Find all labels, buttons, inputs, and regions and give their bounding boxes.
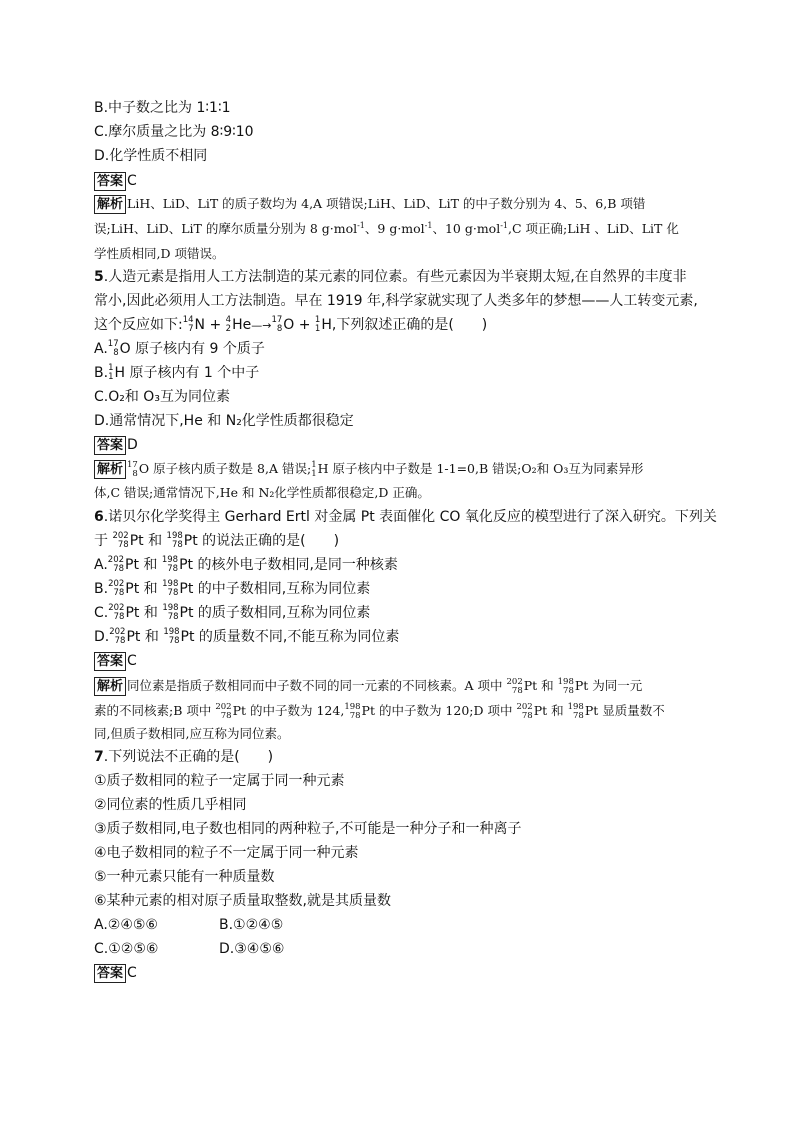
q4-explanation-line-2: 误;LiH、LiD、LiT 的摩尔质量分别为 8 g·mol$^{-1}$、9 g·mol$^{-1}$、10 g·mol$^{-1}$,C 项正确;LiH 、LiD、LiT 化 [94,220,679,236]
q5-answer [94,434,138,456]
q7-option-a: A.②④⑤⑥ [94,917,158,933]
q7-statement-6: ⑥某种元素的相对原子质量取整数,就是其质量数 [94,893,391,909]
explanation-tag: 解析 [94,677,126,696]
q5-stem-line-2: 常小,因此必须用人工方法制造。早在 1919 年,科学家就实现了人类多年的梦想——人工转变元素, [94,293,698,309]
answer-tag: 答案 [94,964,126,983]
reaction-arrow: —→ [251,319,272,332]
q4-option-b: B.中子数之比为 1∶1∶1 [94,100,231,116]
answer-value: C [127,173,137,189]
q4-answer [94,170,137,192]
q6-option-c: C. 202 78 Pt 和 198 78 Pt 的质子数相同,互称为同位素 [94,603,371,622]
q7-statement-5: ⑤一种元素只能有一种质量数 [94,869,275,885]
q6-stem-line-2: 于 202 78 Pt 和 198 78 Pt 的说法正确的是( ) [94,531,340,550]
q5-explanation-line-1: 解析 17 8 O 原子核内质子数是 8,A 错误; 1 1 H 原子核内中子数是 1-1=0,B 错误;O₂和 O₃互为同素异形 [94,458,643,480]
nitrogen-isotope: 14 7 [182,315,194,334]
q5-option-b: B. 1 1 H 原子核内有 1 个中子 [94,363,260,382]
answer-value: C [127,965,137,981]
q7-answer [94,962,137,984]
answer-tag: 答案 [94,436,126,455]
answer-value: D [127,437,138,453]
helium-isotope: 4 2 [225,315,232,334]
answer-tag: 答案 [94,652,126,671]
q7-statement-4: ④电子数相同的粒子不一定属于同一种元素 [94,845,359,861]
answer-value: C [127,653,137,669]
q5-option-c: C.O₂和 O₃互为同位素 [94,389,230,405]
q7-stem: 7.下列说法不正确的是( ) [94,749,274,765]
q7-statement-2: ②同位素的性质几乎相同 [94,797,247,813]
q5-option-a: A. 17 8 O 原子核内有 9 个质子 [94,339,265,358]
q5-stem-line-3: 这个反应如下: 14 7 N + 4 2 He—→ 17 8 O + 1 1 H,下列叙述正确的是( ) [94,315,488,334]
q6-explanation-line-2: 素的不同核素;B 项中 202 78 Pt 的中子数为 124, 198 78 Pt 的中子数为 120;D 项中 202 78 Pt 和 198 78 Pt 显质量数不 [94,701,665,721]
q4-option-c: C.摩尔质量之比为 8∶9∶10 [94,124,254,140]
q5-option-d: D.通常情况下,He 和 N₂化学性质都很稳定 [94,413,354,429]
q6-explanation-line-3: 同,但质子数相同,应互称为同位素。 [94,726,290,741]
q5-stem-line-1: 5.人造元素是指用人工方法制造的某元素的同位素。有些元素因为半衰期太短,在自然界的丰度非 [94,269,687,285]
q7-option-b: B.①②④⑤ [219,917,284,933]
oxygen-isotope: 17 8 [271,315,283,334]
question-number: 7 [94,749,104,765]
q4-option-d: D.化学性质不相同 [94,148,208,164]
q6-option-d: D. 202 78 Pt 和 198 78 Pt 的质量数不同,不能互称为同位素 [94,627,400,646]
q6-option-b: B. 202 78 Pt 和 198 78 Pt 的中子数相同,互称为同位素 [94,579,371,598]
q6-answer [94,650,137,672]
q7-options-row-1 [94,914,283,936]
q7-options-row-2 [94,938,284,960]
q7-option-d: D.③④⑤⑥ [219,941,285,957]
explanation-tag: 解析 [94,195,126,214]
q4-explanation-line-1: 解析 LiH、LiD、LiT 的质子数均为 4,A 项错误;LiH、LiD、LiT 的中子数分别为 4、5、6,B 项错 [94,193,645,215]
question-number: 5 [94,269,104,285]
question-number: 6 [94,509,104,525]
hydrogen-isotope: 1 1 [314,315,321,334]
explanation-tag: 解析 [94,460,126,479]
q5-explanation-line-2: 体,C 错误;通常情况下,He 和 N₂化学性质都很稳定,D 正确。 [94,485,430,500]
q6-stem-line-1: 6.诺贝尔化学奖得主 Gerhard Ertl 对金属 Pt 表面催化 CO 氧化反应的模型进行了深入研究。下列关 [94,509,717,525]
q6-option-a: A. 202 78 Pt 和 198 78 Pt 的核外电子数相同,是同一种核素 [94,555,398,574]
q4-explanation-line-3: 学性质相同,D 项错误。 [94,246,225,261]
answer-tag: 答案 [94,172,126,191]
q6-explanation-line-1: 解析 同位素是指质子数相同而中子数不同的同一元素的不同核素。A 项中 202 78 Pt 和 198 78 Pt 为同一元 [94,675,642,697]
q7-statement-3: ③质子数相同,电子数也相同的两种粒子,不可能是一种分子和一种离子 [94,821,522,837]
q7-option-c: C.①②⑤⑥ [94,941,159,957]
q7-statement-1: ①质子数相同的粒子一定属于同一种元素 [94,773,345,789]
